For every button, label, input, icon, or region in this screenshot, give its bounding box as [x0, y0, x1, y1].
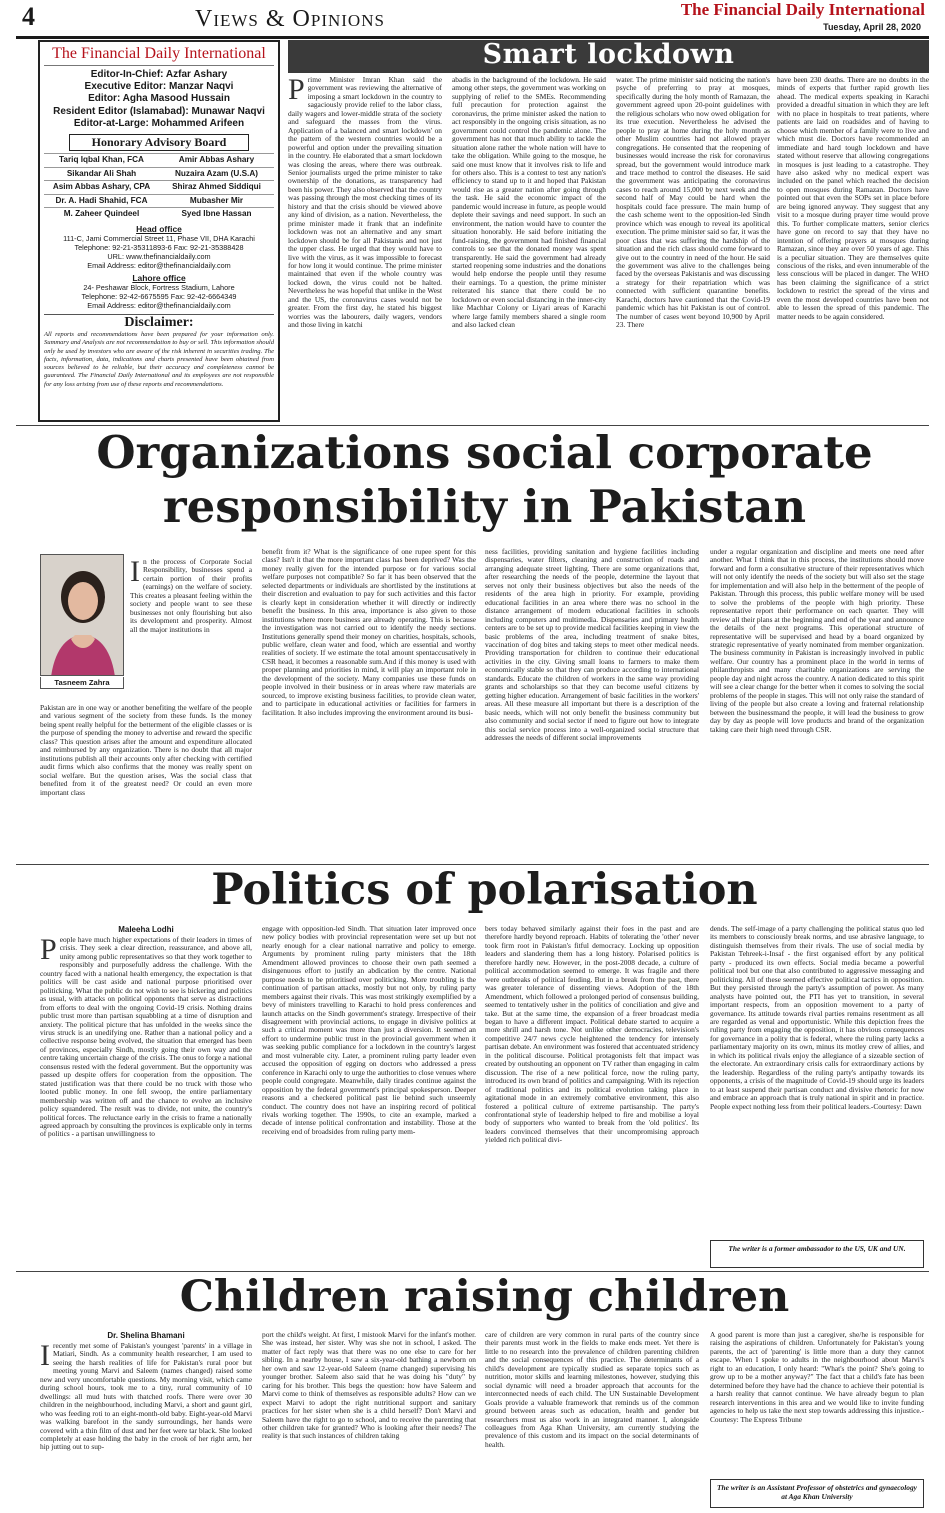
board-member: Asim Abbas Ashary, CPA [52, 182, 151, 192]
advisory-board-row [44, 207, 274, 221]
board-member: M. Zaheer Quindeel [63, 209, 140, 219]
author-caption: Tasneem Zahra [40, 677, 124, 689]
masthead-name: The Financial Daily International [44, 45, 274, 66]
disclaimer-text: All reports and recommendations have been prepared for your information only. Summary and Analysis are not recommendation to buy or sell. This information should only be used by investors who are aware of the risk inherent in securities trading. The facts, information, data, indications and charts presented have been obtained from sources believed to be reliable, but their accuracy and completeness cannot be guaranteed. The Financial Daily International and its employees are not responsible for any loss arising from use of these reports and recommendations. [44, 330, 274, 388]
head-office-phone: Telephone: 92-21-35311893-6 Fax: 92-21-35388428 [74, 242, 244, 252]
polarisation-byline: Maleeha Lodhi [118, 925, 174, 934]
editorial-column-2: abadis in the background of the lockdown. He said among other steps, the government was working on supplying of relief to the SMEs. Recommending full precaution for protection against the coronavirus, the prime minister asked the nation to act responsibly in the ongoing crisis situation, as no government could control the pandemic alone. The government has not that much ability to tackle the situation alone rather the whole nation will have to take the obligation. While going to the mosque, he said one must know that it involves risk to life and for others also. This is a contest to test any nation's efficiency to stand up to it and hoped that Pakistan would rise as a greater nation after going through the task. He said the economic impact of the pandemic would increase in future, as people would deplete their savings and need support. In such an environment, the nation would have to counter the situation honorably. He said before initiating the fund-raising, the government had finished financial controls to see that the donated money was spent transparently. He said the government had already started reopening some industries and the donations would help endorse the people until they resume their earnings. To a question, the prime minister reiterated his stance that there could be no lockdown or even social distancing in the inner-city like Machhar Colony or Liyari areas of Karachi where large family members shared a single room and also lacked clean [452, 76, 606, 330]
section-title: Views & Opinions [195, 6, 385, 32]
children-column-1 [40, 1342, 252, 1508]
csr-column-2: benefit from it? What is the significance of one rupee spent for this class? Isn't it that the more important class has been deprived? Was the money really given for the intended purpose or for various social welfare purposes not compatible? So far it has been observed that the selected departments or individuals are shortlisted by the institutions at their discretion and evaluation to pay for such activities and this factor is clearly kept in consideration whether it will directly or indirectly benefit the business. In this area, importance is also given to those institutions where more business are already operating. This is because the investigation was not carried out to identify the needy sections. Institutions generally spend their money on charities, hospitals, schools, public welfare, clean water and food, which are essential and worthy realities of society. If we estimate the total amount spentaccusatively in CSR head, it becomes a reasonable sum.And if this money is used with proper planning and priorities in mind, it will play an important role in the development of the society. Many companies use these funds on people involved in their business or in areas where raw materials are sourced, to improve existing business facilities, to provide clean water, and to participate in educational activities or facilities for farmers in facilitation. It also includes improving the environment around its busi- [262, 548, 476, 717]
polarisation-column-4: dends. The self-image of a party challenging the political status quo led its members to consciously break norms, and use abrasive language, to distinguish themselves from their rivals. The use of social media by Pakistan Tehreek-i-Insaf - the first organised effort by any political party - produced its own effects. Social media became a powerful political tool but one that also contributed to aggressive messaging and politicking. All of these seemed effective political tactics in opposition. But they persisted through the party's assumption of power. As many analysts have pointed out, the PTI has yet to transition, in several important respects, from an opposition movement to a party of governance. Its attitude towards rival parties remains resentment as all are regarded as venal and opportunistic. While this depiction frees the ruling party from engaging the opposition, it has obvious consequences for governance in a polity that is federal, where the ruling party lacks a parliamentary majority on its own, minus its motley crew of allies, and in which its political rivals enjoy the allegiance of a sizeable section of the electorate. An extraordinary crisis calls for extraordinary actions by the leadership. Regardless of the ruling party's antipathy towards its opponents, a crisis of the magnitude of Covid-19 should urge its leaders to at least suspend their partisan conduct and divisive rhetoric for now and embrace an approach that is truly national in spirit and in practice. People expect nothing less from their political leaders.-Courtesy: Dawn [710, 925, 924, 1111]
board-member: Shiraz Ahmed Siddiqui [172, 182, 261, 192]
editorial-text: rime Minister Imran Khan said the government was reviewing the alternative of imposing a smart lockdown in the country to sagaciously provide relief to the labor class, daily wagers and lower-middle strata of the society and safeguard the masses from the virus. Application of a balanced and smart lockdown' on the pattern of the western countries would be a powerful and option under the prevailing situation in the country. He elaborated that a smart lockdown was closing the areas, where there was outbreak. Senior journalists urged the prime minister to take ownership of the donations, as transparency had been his power. They also observed that the country was passing through the most checking times of its history and that the crisis should be viewed above any kind of division, as a nation. Nevertheless, the prime minister made it frank that an indefinite lockdown was not an alternative and any smart lockdown should be for all Pakistanis and not just the upper class. He urged that they would have to live with the virus, as it was impossible to forecast for how long it would continue. The prime minister maintained that even if the whole country was locked down, the virus could not be halted. Nevertheless he was hopeful that unlike in the West and the US, the coronavirus cases would not be greater. From the first day, he stated his biggest worries was the labourers, daily wagers, vendors and those living in katchi [288, 76, 442, 330]
issue-date: Tuesday, April 28, 2020 [823, 22, 921, 32]
editor-line: Resident Editor (Islamabad): Munawar Naqvi [53, 105, 265, 117]
board-member: Syed Ibne Hassan [181, 209, 252, 219]
head-office-email[interactable]: Email Address: editor@thefinancialdaily.com [87, 260, 231, 270]
editorial-column-1 [288, 76, 442, 422]
csr-column-1: Pakistan are in one way or another benefiting the welfare of the people and various segment of the society from these funds. Is the money being spent really helpful for the betterment of the eligible classes or is the purpose of spending the money to advertise and reward the specific class? This question arises after the amount and expenditure allocated and reimbursed by any organization. There is no doubt that all major institutions publish all their accounts only after checking with certified audit firms which also confirms that the money was really spent on social welfare. But the question arises, Was the social class that benefited from it of the greatest need? Or could an even more important class [40, 704, 252, 797]
csr-column-4: under a regular organization and discipline and meets one need after another. What I think that in this process, the institutions should move forward and form a consultative structure of their representatives which will not only identify the needs of the society but will also set the stage for implementation and will also help in the betterment of the people of Pakistan. Through this process, this public welfare money will be used to solve the problems of the people with high priority. These representative report their performance on each quarter. They will review all their plans at the beginning and end of the year and announce the details of the next programs. This operational structure of representative will be supervised and head by a board organized by strategic representative of yearly nominated from member organization. The business community in Pakistan is increasingly involved in public welfare. Our country has a prominent place in the world in terms of philanthropists and many charitable organizations are serving the people day and night across the country. A nation dedicated to this spirit will see a clear change for the better when it comes to solving the social problems of the people in stages. This will not only raise the standard of living of the people but also create a loving and fraternal relationship between the businessmand the people, it will lead the business to grow day by day as people will love products and brand of the organization taking care their high need through CSR. [710, 548, 924, 734]
head-office-url[interactable]: URL: www.thefinancialdaily.com [107, 251, 211, 261]
editorial-column-4: have been 230 deaths. There are no doubts in the minds of experts that further rapid growth lies ahead. The medical experts speaking in Karachi provided a dreadful situation in which they are left with no place in hospitals to treat patients, where patients are laid on roadsides and of having to choose which member of a family were to live and which must die. Doctors have recommended an immediate and hard tough lockdown and have stated without reserve that allowing congregations in mosques is just leading to a catastrophe. They have also asked why no medical expert was included on the panel which reached the decision to open mosques during Ramazan. Doctors have pointed out that even the SOPs set in place before are being ignored anyway. They suggest that any visit to a mosque during prayer time would prove this. To further complicate matters, senior clerics have gone on record to say that they have no intention of offering prayers at mosques during Ramazan, since they are over 50 years of age. This is a peculiar situation. They are themselves quite conscious of the risks, and even innumerable of the less conscious will be placed in danger. The WHO has been claiming the significance of a strict lockdown to restrict the spread of the virus and even the most developed countries have been not able to lessen the spread of this pandemic. The matter needs to be again considered. [777, 76, 929, 321]
dropcap: I [130, 558, 140, 588]
board-member: Dr. A. Hadi Shahid, FCA [55, 195, 148, 205]
newspaper-name: The Financial Daily International [680, 0, 925, 19]
editors-list [44, 69, 274, 130]
csr-intro-text: n the process of Corporate Social Responsibility, businesses spend a certain portion of their profits (earnings) on the welfare of society. This creates a pleasant feeling within the society and people want to see these businesses not only flourishing but also its development and prosperity. Almost all the major institutions in [130, 558, 252, 634]
lahore-office-phone: Telephone: 92-42-6675595 Fax: 92-42-6664349 [81, 291, 237, 301]
children-column-3: care of children are very common in rural parts of the country since their parents must work in the fields to make ends meet. Yet there is little to no research into the prevalence of children parenting children and the social consequences of this practice. The determinants of a child's development are typically studied as separate topics such as nutrition, motor skills and learning milestones, however, studying this social dynamic will need a broader approach that accounts for the interconnected needs of each child. The UN Sustainable Development Goals provide a valuable framework that reminds us of the common ground between areas such as education, health and gender but researchers must us also work in an integrated manner. I, alongside colleagues from Aga Khan University, am currently studying the prevalence of this custom and its impact on the social determinants of health. [485, 1331, 699, 1449]
advisory-board-title: Honorary Advisory Board [69, 134, 249, 151]
polarisation-column-2: engage with opposition-led Sindh. That situation later improved once new policy bodies with provincial representation were set up but not nearly enough for a clear national narrative and policy to emerge. Arguments by prominent ruling party ministers that the 18th Amendment allowed provinces to choose their own path seemed a disingenuous effort to justify an abdication by the centre. National purpose needs to be prioritised over politicking. More troubling is the continuation of partisan attacks, mostly but not only, by ruling party members against their rivals. This was most strikingly exemplified by a bevy of ministers travelling to Karachi to hold press conferences and launch attacks on the Sindh government's strategy. Irrespective of their disagreement with provincial actions, to engage in divisive politics at such a critical moment was more than just a diversion. It seemed an effort to undermine public trust in the provincial government when it was seeking public compliance for a lockdown in the country's largest and most vulnerable city. Later, a prominent ruling party leader even accused the opposition of egging on doctors who addressed a press conference in Karachi only to urge the authorities to close venues where people could congregate. Meanwhile, daily tirades continue against the opposition by the federal government's principal spokesperson. Deeper reasons and a checkered political past lie behind such unseemly conduct. The country does not have an inspiring record of political rivals working together. The 1990s, to cite an example, marked a decade of intense political confrontation and instability. Those at the receiving end of broadsides from ruling party mem- [262, 925, 476, 1136]
polarisation-text: eople have much higher expectations of their leaders in times of crisis. They seek a clear direction, reassurance, and above all, unity among public representatives so that they work together to responsibly and purposefully address the challenge. With the country faced with a national health emergency, the expectation is that politics will be cast aside and national purpose prioritised over politicking. What the public do not wish to see is bickering and politics as usual, with attacks on political opponents that serve as distractions from efforts to deal with the ongoing Covid-19 crisis. Nothing drains public trust more than partisan squabbling at a time of disruption and anxiety. The political picture that has unfolded in the weeks since the virus struck is an unedifying one. Rather than a national policy and a collective response being evolved, the situation that emerged has been of provinces, especially Sindh, mostly going their own way and the centre taking uncertain charge of the crisis. The onus to forge a national consensus rested with the federal government. But the opportunity was passed up despite offers for cooperation from the opposition. The stated justification was that there could be no truck with those who looted public money. In one fell swoop, the entire parliamentary membership was written off and the chance to evolve an inclusive policy squandered. The result was to divide, not unite, the country's political forces. The reluctance early in the crisis to frame a nationally agreed approach by consulting the provinces is explicable only in terms of politics - a partisan unwillingness to [40, 936, 252, 1139]
editor-line: Editor: Agha Masood Hussain [88, 93, 230, 105]
board-member: Amir Abbas Ashary [178, 155, 255, 165]
children-column-2: port the child's weight. At first, I mistook Marvi for the infant's mother. She was instead, her sister. Why was she not in school, I asked. The matter of fact reply was that there was no one else to care for her sibling. In a nearby house, I saw a six-year-old bathing a newborn on her own and saw 12-year-old Saleem (name changed) supervising his younger brother. Saleem also said that he was doing his "duty" by caring for his brother. This begs the question: how have Saleem and Marvi come to think of themselves as responsible adults? How can we expect Marvi to adopt the right nutritional support and sanitary practices for her sister when she is a child herself? Don't Marvi and Saleem have the right to go to school, and to receive the parenting that other children take for granted? Who is looking after their needs? The reality is that such instances of children taking [262, 1331, 476, 1441]
csr-headline: Organizations social corporate responsibility in Pakistan [96, 426, 873, 533]
editorial-title: Smart lockdown [482, 39, 735, 70]
lahore-office-address: 24- Peshawar Block, Fortress Stadium, Lahore [83, 282, 235, 292]
masthead-box [38, 40, 280, 422]
author-photo [40, 554, 124, 676]
children-column-4: A good parent is more than just a caregiver, she/he is responsible for raising the aspirations of children. Unfortunately for Pakistan's young parents, the act of 'parenting' is little more than a duty they cannot escape. When I spoke to adults in the neighbourhood about Marvi's right to an education, I only heard: "What's the point? She's going to grow up to be a mother anyway?" The fact that a child's fate has been determined before they have had the chance to achieve their potential is a harsh reality that cannot continue. We have already begun to plan research interventions in this area and we would like to invite funding agencies to help us take the next step towards addressing this injustice.- Courtesy: The Express Tribune [710, 1331, 924, 1424]
advisory-board-row [44, 167, 274, 181]
editor-line: Editor-In-Chief: Azfar Ashary [90, 69, 228, 80]
editor-line: Editor-at-Large: Mohammed Arifeen [73, 117, 245, 129]
page-number: 4 [22, 2, 35, 31]
editorial-column-3: water. The prime minister said noticing the nation's psyche of preferring to pray at mosques, specifically during the holy month of Ramazan, the government agreed upon 20-point guidelines with the religious scholars who now owed obligation for its true execution. Nevertheless he advised the people to pray at home during the holy month as other Muslim countries had not allowed prayer congregations. He consented that the reopening of businesses would increase the risk for coronavirus spread, but the government would introduce mark and trace method to control the diseases. He said the government was anticipating the coronavirus cases to reach around 15,000 by next week and the second half of May could be hard when the hospitals could face pressure. The main hump of the cash scheme went to the opposition-led Sindh province which was enough to reveal its apolitical execution. The prime minister said so far, it was the poor class that was suffering the hardship of the situation and the rich class should come forward to give out to the country in need of the hour. He said the government was alive to the challenges being faced by the overseas Pakistanis and was discussing a strategy for their repatriation which was connected with sufficient quarantine benefits. Karachi, doctors have cautioned that the Covid-19 pandemic which has hit Pakistan is out of control. The number of cases went beyond 10,900 by April 23. There [616, 76, 770, 330]
advisory-board-row [44, 180, 274, 194]
board-member: Nuzaira Azam (U.S.A) [175, 168, 258, 178]
board-member: Sikandar Ali Shah [66, 168, 137, 178]
polarisation-column-3: bers today behaved similarly against their foes in the past and are therefore hardly beyond reproach. Habits of tolerating the 'other' never took firm root in Pakistan's fitful democracy. Locking up opposition leaders and slandering them has a long history. Polarised politics is therefore hardly new. However, in the post-2008 decade, a culture of political accommodation seemed to emerge. It was fragile and there were outbreaks of political feuding. But in a break from the past, there was greater tolerance of dissenting views. Adoption of the 18th Amendment, which followed a prolonged period of consensus building, seemed to tentatively usher in the politics of conciliation and give and take. But at the same time, the expansion of a freer broadcast media began to have a different impact. Political debate started to acquire a more shrill and harsh tone. Not unlike other democracies, television's competitive 24/7 news cycle heightened the tendency for intensely partisan debate. An environment was fostered that accentuated stridency in the political discourse. Political protagonists felt that impact was created by outshouting an opponent on TV rather than engaging in calm discussion. The rise of a new political force, now the ruling party, introduced its own brand of politics and campaigning. With its rejection of traditional politics and its political evolution taking place in agitational mode in an extremely combative environment, this also fostered a political culture of extreme partisanship. The party's confrontational style of leadership helped to fire and mobilise a loyal body of supporters who wanted to break from the 'old politics'. Its leaders convinced themselves that their uncompromising approach yielded rich political divi- [485, 925, 699, 1145]
advisory-board-row [44, 153, 274, 167]
csr-intro [130, 558, 252, 704]
dropcap: I [40, 1342, 50, 1372]
polarisation-column-1 [40, 936, 252, 1268]
board-member: Mubasher Mir [189, 195, 244, 205]
polarisation-headline: Politics of polarisation [211, 865, 758, 915]
editor-line: Executive Editor: Manzar Naqvi [84, 81, 234, 93]
children-writer-note: The writer is an Assistant Professor of obstetrics and gynaecology at Aga Khan University [710, 1479, 924, 1508]
author-portrait-icon [41, 555, 124, 676]
head-office-address: 111-C, Jami Commercial Street 11, Phase VII, DHA Karachi [63, 233, 255, 243]
children-headline: Children raising children [179, 1272, 790, 1322]
lahore-office-title: Lahore office [132, 272, 186, 283]
disclaimer-title: Disclaimer: [44, 314, 274, 331]
dropcap: P [288, 76, 305, 106]
lahore-office-email[interactable]: Email Address: editor@thefinancialdaily.com [87, 300, 231, 310]
children-byline: Dr. Shelina Bhamani [107, 1331, 185, 1340]
head-office-title: Head office [136, 223, 182, 234]
polarisation-writer-note: The writer is a former ambassador to the US, UK and UN. [710, 1240, 924, 1268]
board-member: Tariq Iqbal Khan, FCA [59, 155, 144, 165]
children-text: recently met some of Pakistan's youngest 'parents' in a village in Matiari, Sindh. As a community health researcher, I am used to seeing the harsh realities of life for Pakistan's rural poor but meeting young Marvi and Saleem (names changed) raised some new and very uncomfortable questions. My morning visit, which came during school hours, took me to a tiny, rural community of 10 dwellings: all mud huts with thatched roofs. There were over 30 children in the neighbourhood, including Marvi, a short and gaunt girl, who was feeding roti to an eight-month-old baby. Eight-year-old Marvi was walking barefoot in the sandy surroundings, her hands were covered with a thin film of dust and her feet were tar black. She looked completely at ease holding the baby in the crook of her right arm, her hip jutting out to sup- [40, 1342, 252, 1452]
advisory-board-row [44, 194, 274, 208]
dropcap: P [40, 936, 57, 966]
csr-column-3: ness facilities, providing sanitation and hygiene facilities including dispensaries, water filters, cleaning and construction of roads and arranging adequate street lighting. There are some organizations that, after researching the needs of the people, determine the layout that serves not only their business objectives but also the needs of the residents of the area high in priority. For example, providing educational facilities in an area where there was no school in the distance arrangement of modern educational facilities in schools including computers and multimedia. Dispensaries and primary health centers are to be set up to provide medical facilities keeping in view the basic problems of the area, including treatment of snake bites, vaccination of dog bites and taking steps to meet other medical needs. Providing transportation for children to continue their educational activities in the city. Giving small loans to farmers to make them economically stable so that they can produce according to international standards. Educate the children of workers in the same way providing grants and scholarships so that they can become useful citizens by getting higher education. Arrangement of basic facilities in the workers' areas. All these measure all important but there is a description of the basic needs, which will not only benefit the business community but also community and social sector if need to figure out how to integrate this social service process into a well-organized social structure that addresses the needs of different social improvements [485, 548, 699, 742]
